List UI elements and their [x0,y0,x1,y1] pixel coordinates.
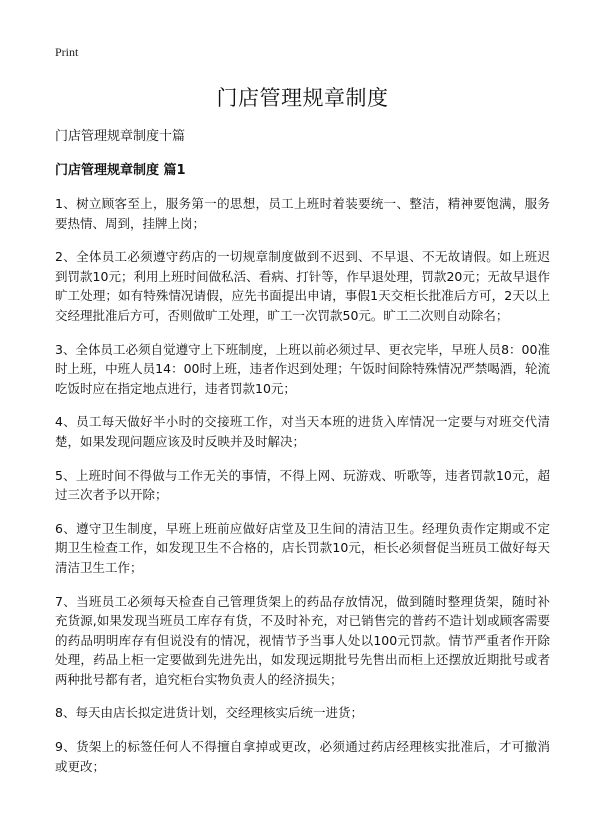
paragraph-4: 4、员工每天做好半小时的交接班工作，对当天本班的进货入库情况一定要与对班交代清楚，如果发现问题应该及时反映并及时解决； [55,414,550,449]
paragraph-8: 8、每天由店长拟定进货计划，交经理核实后统一进货； [55,705,363,721]
paragraph-7: 7、当班员工必须每天检查自己管理货架上的药品存放情况，做到随时整理货架，随时补充货源,如果发现当班员工库存有货，不及时补充，对已销售完的普药不造计划或顾客需要的药品明明库存有但说没有的情况，视情节予当事人处以100元罚款。情节严重者作开除处理，药品上柜一定要做到先进先出，如发现远期批号先售出而柜上还摆放近期批号或者两种批号都有者，追究柜台实物负责人的经济损失； [55,593,550,687]
paragraph-3: 3、全体员工必须自觉遵守上下班制度，上班以前必须过早、更衣完毕，早班人员8：00准时上班，中班人员14：00时上班，违者作迟到处理；午饭时间除特殊情况严禁喝酒，轮流吃饭时应在指定地点进行，违者罚款10元； [55,341,550,396]
paragraph-6: 6、遵守卫生制度，早班上班前应做好店堂及卫生间的清洁卫生。经理负责作定期或不定期卫生检查工作，如发现卫生不合格的，店长罚款10元，柜长必须督促当班员工做好每天清洁卫生工作； [55,520,550,575]
paragraph-9: 9、货架上的标签任何人不得擅自拿掉或更改，必须通过药店经理核实批准后，才可撤消或更改； [55,739,550,774]
print-link[interactable]: Print [55,45,79,59]
document-title: 门店管理规章制度 [216,86,389,110]
section-heading: 门店管理规章制度 篇1 [55,163,186,178]
paragraph-1: 1、树立顾客至上，服务第一的思想，员工上班时着装要统一、整洁，精神要饱满，服务要热情、周到，挂牌上岗； [55,196,550,231]
paragraph-2: 2、全体员工必须遵守药店的一切规章制度做到不迟到、不早退、不无故请假。如上班迟到罚款10元；利用上班时间做私活、看病、打针等，作早退处理，罚款20元；无故早退作旷工处理；如有特殊情况请假，应先书面提出申请，事假1天交柜长批准后方可，2天以上交经理批准后方可，否则做旷工处理，旷工一次罚款50元。旷工二次则自动除名； [55,249,550,323]
paragraph-5: 5、上班时间不得做与工作无关的事情，不得上网、玩游戏、听歌等，违者罚款10元，超过三次者予以开除； [55,467,550,503]
document-subtitle: 门店管理规章制度十篇 [55,129,186,144]
